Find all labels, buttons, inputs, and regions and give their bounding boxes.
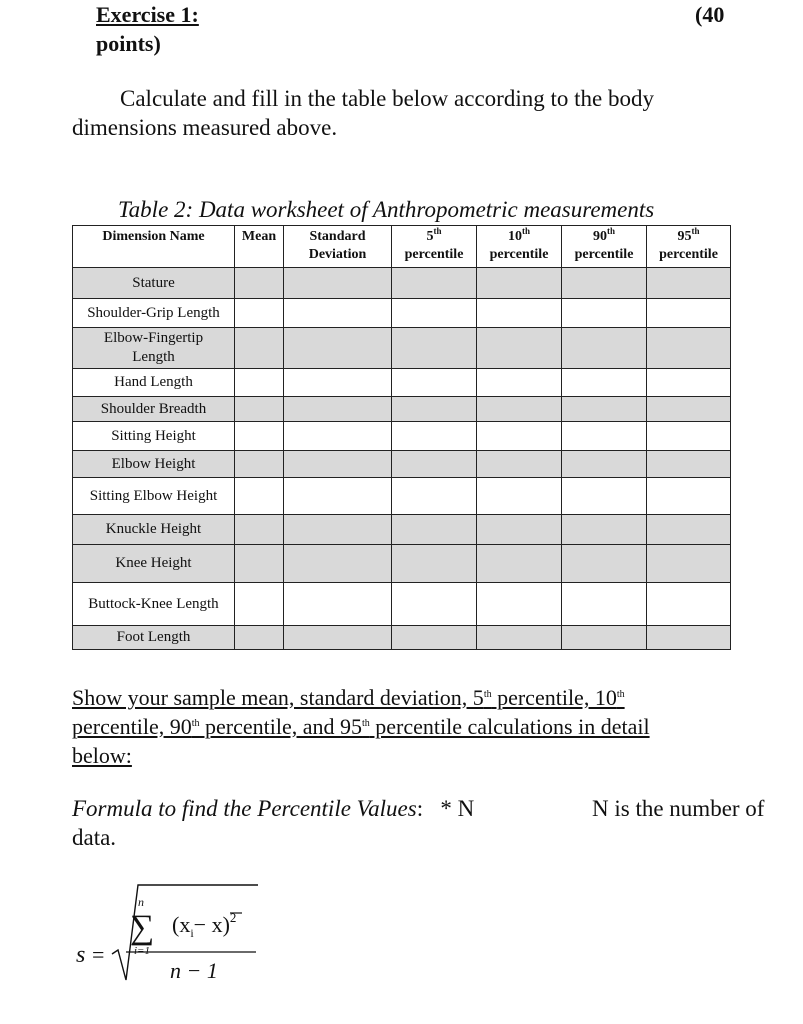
empty-p5-cell[interactable]	[392, 422, 477, 451]
dimension-name-cell	[73, 397, 235, 422]
exercise-title: Exercise 1:	[96, 2, 199, 27]
empty-p90-cell[interactable]	[562, 545, 647, 583]
show-text-f: below:	[72, 743, 132, 768]
show-text-d: percentile, and 95	[199, 714, 363, 739]
header-mean: Mean	[235, 226, 284, 268]
formula-s: s	[76, 942, 86, 968]
empty-sd-cell[interactable]	[284, 545, 392, 583]
table-row	[73, 369, 731, 397]
empty-p10-cell[interactable]	[477, 545, 562, 583]
header-p10-number: 10	[507, 229, 522, 244]
empty-mean-cell[interactable]	[235, 626, 284, 650]
empty-sd-cell[interactable]	[284, 478, 392, 515]
show-text-a: Show your sample mean, standard deviation, 5	[72, 685, 484, 710]
header-10th-percentile	[477, 226, 562, 268]
dimension-name: Hand Length	[114, 374, 193, 390]
instruction-line-1: Calculate and fill in the table below according to the body	[120, 86, 654, 111]
dimension-name: Elbow-Fingertip	[103, 330, 204, 346]
empty-p95-cell[interactable]	[647, 422, 731, 451]
show-th-10: th	[616, 689, 625, 700]
show-th-90: th	[191, 718, 200, 729]
header-p95-label: percentile	[659, 247, 718, 262]
header-standard-deviation	[284, 226, 392, 268]
header-p95-th: th	[691, 226, 700, 236]
show-calculations-instruction	[72, 683, 732, 770]
empty-mean-cell[interactable]	[235, 422, 284, 451]
dimension-name: Buttock-Knee Length	[88, 595, 219, 612]
empty-p90-cell[interactable]	[562, 583, 647, 626]
sigma-upper-limit: n	[138, 895, 144, 909]
empty-p90-cell[interactable]	[562, 478, 647, 515]
empty-mean-cell[interactable]	[235, 478, 284, 515]
empty-p95-cell[interactable]	[647, 268, 731, 299]
dimension-name-cell	[73, 583, 235, 626]
dimension-name-cell	[73, 328, 235, 369]
show-th-5: th	[483, 689, 492, 700]
empty-p5-cell[interactable]	[392, 268, 477, 299]
empty-p10-cell[interactable]	[477, 422, 562, 451]
empty-p90-cell[interactable]	[562, 328, 647, 369]
show-text-c: percentile, 90	[72, 714, 192, 739]
formula-label: Formula to find the Percentile Values	[72, 796, 417, 821]
empty-p90-cell[interactable]	[562, 268, 647, 299]
empty-mean-cell[interactable]	[235, 545, 284, 583]
header-p10-th: th	[521, 226, 530, 236]
formula-note-end: data.	[72, 825, 117, 850]
header-p90-number: 90	[592, 229, 607, 244]
table-row	[73, 328, 731, 369]
empty-p5-cell[interactable]	[392, 545, 477, 583]
table-row	[73, 451, 731, 478]
empty-sd-cell[interactable]	[284, 369, 392, 397]
table-row	[73, 545, 731, 583]
formula-star-n: * N	[440, 796, 475, 821]
empty-mean-cell[interactable]	[235, 515, 284, 545]
header-90th-percentile	[562, 226, 647, 268]
exercise-points: (40	[695, 2, 725, 27]
empty-sd-cell[interactable]	[284, 299, 392, 328]
header-p5-number: 5	[426, 229, 434, 244]
dimension-name: Knee Height	[115, 555, 192, 571]
header-sd-line2: Deviation	[308, 247, 367, 262]
dimension-name-cell	[73, 369, 235, 397]
empty-p10-cell[interactable]	[477, 515, 562, 545]
empty-mean-cell[interactable]	[235, 328, 284, 369]
table-row	[73, 626, 731, 650]
empty-p90-cell[interactable]	[562, 369, 647, 397]
empty-p95-cell[interactable]	[647, 369, 731, 397]
empty-p90-cell[interactable]	[562, 515, 647, 545]
dimension-name: Elbow Height	[111, 455, 196, 472]
dimension-name-cell	[73, 451, 235, 478]
empty-p90-cell[interactable]	[562, 422, 647, 451]
dimension-name-cell	[73, 299, 235, 328]
header-dimension-name: Dimension Name	[73, 226, 235, 268]
table-row	[73, 422, 731, 451]
empty-sd-cell[interactable]	[284, 451, 392, 478]
dimension-name: Sitting Height	[111, 427, 196, 444]
empty-p95-cell[interactable]	[647, 545, 731, 583]
empty-sd-cell[interactable]	[284, 268, 392, 299]
dimension-name: Sitting Elbow Height	[89, 487, 218, 504]
formula-note: N is the number of	[592, 796, 765, 821]
empty-p10-cell[interactable]	[477, 369, 562, 397]
header-p5-th: th	[433, 226, 442, 236]
empty-p95-cell[interactable]	[647, 478, 731, 515]
dimension-name: Shoulder Breadth	[100, 400, 207, 417]
dimension-name: Foot Length	[116, 629, 191, 645]
dimension-name-cell	[73, 478, 235, 515]
empty-p95-cell[interactable]	[647, 626, 731, 650]
header-p5-label: percentile	[404, 247, 464, 262]
empty-p5-cell[interactable]	[392, 583, 477, 626]
empty-p95-cell[interactable]	[647, 583, 731, 626]
table-caption: Table 2: Data worksheet of Anthropometric measurements	[118, 197, 655, 222]
table-row	[73, 397, 731, 422]
empty-p5-cell[interactable]	[392, 451, 477, 478]
sigma-icon: ∑	[130, 909, 155, 946]
empty-p95-cell[interactable]	[647, 328, 731, 369]
show-text-b: percentile, 10	[491, 685, 617, 710]
dimension-name-cell	[73, 515, 235, 545]
formula-colon: :	[416, 796, 424, 821]
empty-p90-cell[interactable]	[562, 626, 647, 650]
empty-mean-cell[interactable]	[235, 268, 284, 299]
empty-p10-cell[interactable]	[477, 299, 562, 328]
empty-p95-cell[interactable]	[647, 397, 731, 422]
instruction-line-2: dimensions measured above.	[72, 115, 338, 140]
header-5th-percentile	[392, 226, 477, 268]
dimension-name: Shoulder-Grip Length	[87, 304, 220, 321]
formula-denominator: n − 1	[170, 958, 218, 983]
empty-p90-cell[interactable]	[562, 397, 647, 422]
dimension-name: Knuckle Height	[105, 521, 202, 537]
dimension-name-cell	[73, 422, 235, 451]
header-p90-th: th	[606, 226, 615, 236]
empty-sd-cell[interactable]	[284, 583, 392, 626]
exercise-points-continued: points)	[96, 31, 161, 56]
show-text-e: percentile calculations in detail	[369, 714, 650, 739]
header-p90-label: percentile	[574, 247, 634, 262]
empty-p95-cell[interactable]	[647, 299, 731, 328]
table-header-row	[73, 226, 731, 268]
table-row	[73, 515, 731, 545]
empty-sd-cell[interactable]	[284, 397, 392, 422]
empty-p5-cell[interactable]	[392, 515, 477, 545]
table-row	[73, 583, 731, 626]
empty-sd-cell[interactable]	[284, 422, 392, 451]
formula-equals: =	[92, 942, 105, 967]
standard-deviation-formula	[60, 880, 280, 995]
empty-p5-cell[interactable]	[392, 369, 477, 397]
empty-mean-cell[interactable]	[235, 583, 284, 626]
empty-p5-cell[interactable]	[392, 299, 477, 328]
header-95th-percentile	[647, 226, 731, 268]
table-row	[73, 478, 731, 515]
header-p95-number: 95	[677, 229, 692, 244]
table-row	[73, 299, 731, 328]
sigma-lower-limit: i=1	[134, 945, 150, 957]
table-body	[73, 268, 731, 650]
show-th-95: th	[362, 718, 370, 729]
empty-p10-cell[interactable]	[477, 583, 562, 626]
empty-p10-cell[interactable]	[477, 268, 562, 299]
empty-mean-cell[interactable]	[235, 397, 284, 422]
empty-p95-cell[interactable]	[647, 515, 731, 545]
empty-p95-cell[interactable]	[647, 451, 731, 478]
formula-numerator: $(x_i- x)^2$	[172, 910, 237, 940]
empty-p90-cell[interactable]	[562, 451, 647, 478]
empty-p5-cell[interactable]	[392, 328, 477, 369]
empty-p10-cell[interactable]	[477, 451, 562, 478]
header-p10-label: percentile	[489, 247, 549, 262]
empty-p10-cell[interactable]	[477, 478, 562, 515]
empty-p10-cell[interactable]	[477, 397, 562, 422]
empty-p10-cell[interactable]	[477, 328, 562, 369]
dimension-name: Stature	[132, 274, 175, 291]
empty-p90-cell[interactable]	[562, 299, 647, 328]
header-sd-line1: Standard	[309, 229, 366, 244]
table-row	[73, 268, 731, 299]
empty-mean-cell[interactable]	[235, 451, 284, 478]
empty-sd-cell[interactable]	[284, 328, 392, 369]
empty-p10-cell[interactable]	[477, 626, 562, 650]
dimension-name-cell	[73, 545, 235, 583]
dimension-name-cell	[73, 268, 235, 299]
empty-p5-cell[interactable]	[392, 397, 477, 422]
empty-mean-cell[interactable]	[235, 299, 284, 328]
empty-p5-cell[interactable]	[392, 478, 477, 515]
empty-p5-cell[interactable]	[392, 626, 477, 650]
empty-sd-cell[interactable]	[284, 515, 392, 545]
anthropometric-worksheet-table	[72, 225, 731, 650]
empty-sd-cell[interactable]	[284, 626, 392, 650]
empty-mean-cell[interactable]	[235, 369, 284, 397]
dimension-name-cell	[73, 626, 235, 650]
percentile-formula-line	[72, 796, 474, 822]
dimension-name-line2: Length	[132, 349, 175, 365]
